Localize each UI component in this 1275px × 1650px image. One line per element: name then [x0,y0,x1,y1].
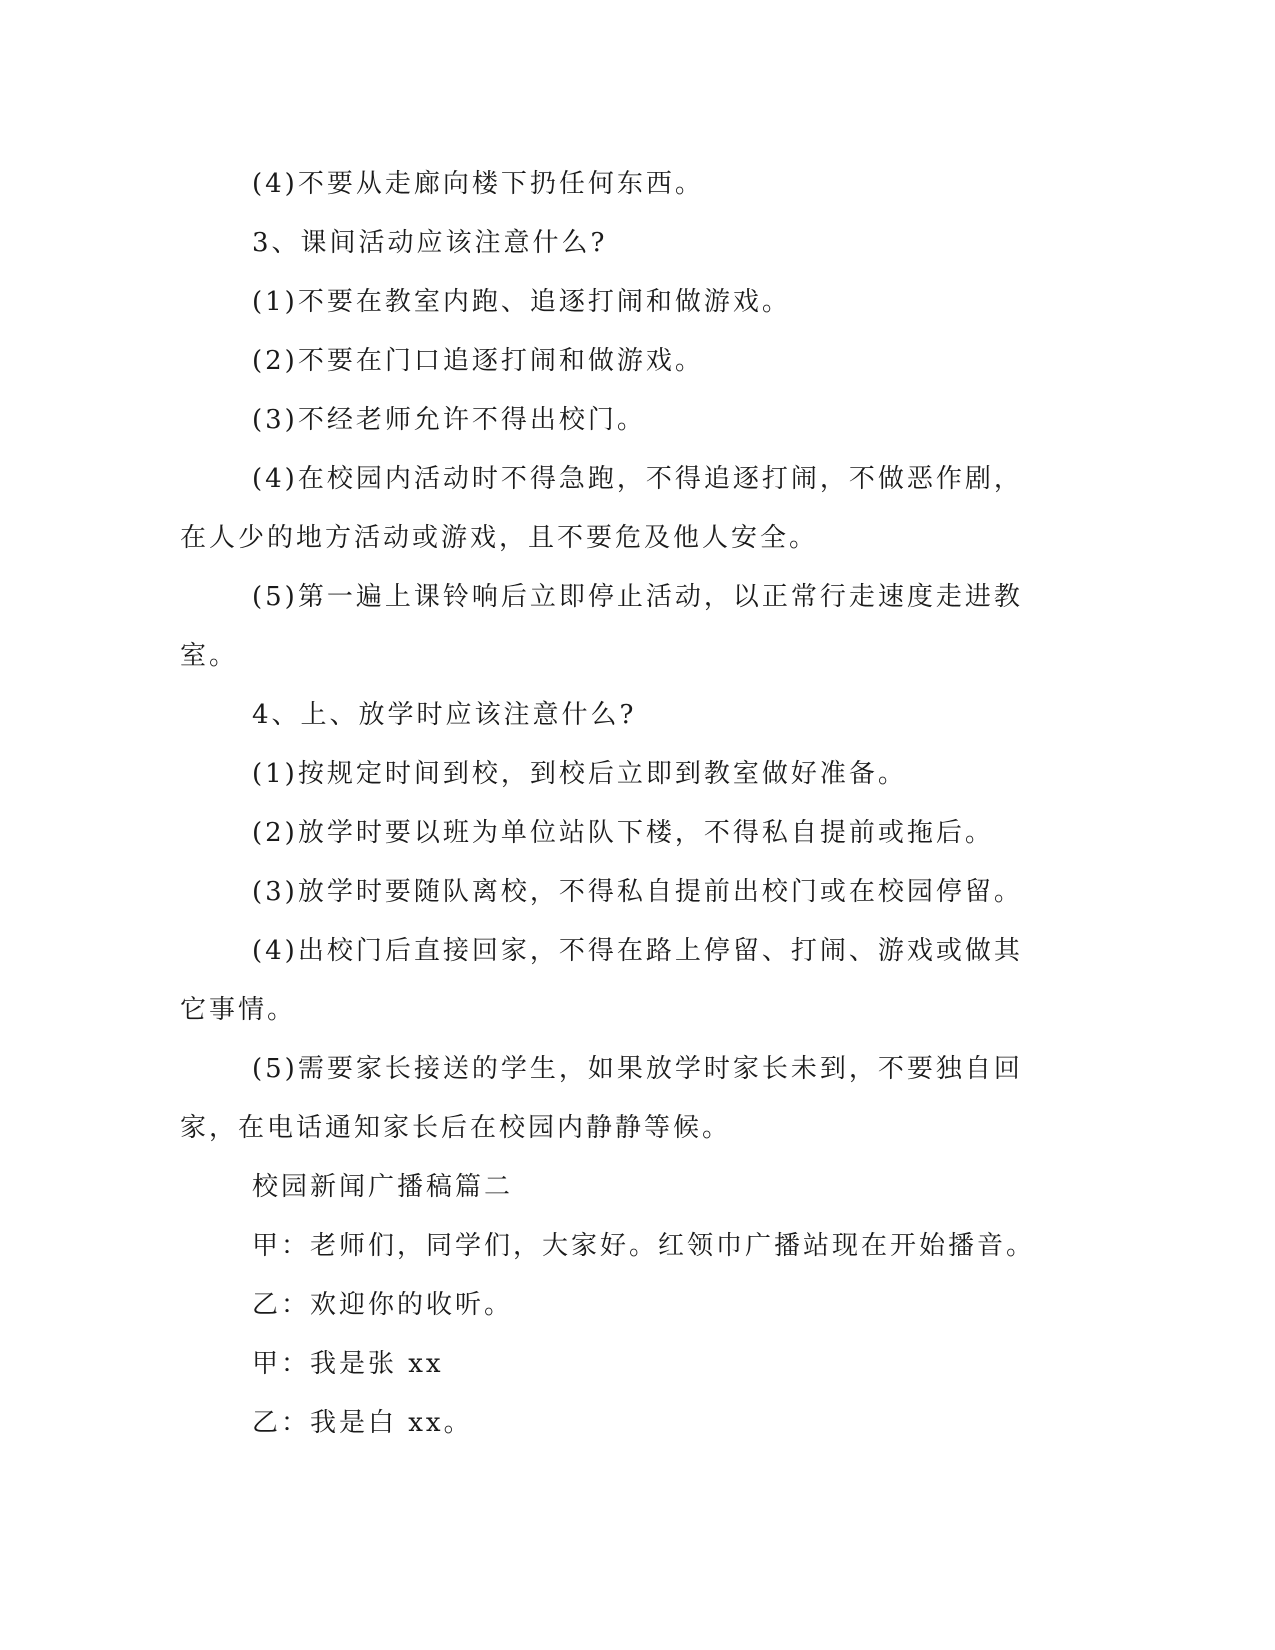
section-heading: 4、上、放学时应该注意什么? [252,700,637,730]
paragraph: (3)不经老师允许不得出校门。 [252,405,646,435]
paragraph: (1)按规定时间到校，到校后立即到教室做好准备。 [252,759,907,789]
dialogue-line: 乙：欢迎你的收听。 [252,1290,514,1320]
paragraph: (2)放学时要以班为单位站队下楼，不得私自提前或拖后。 [252,818,994,848]
paragraph: (1)不要在教室内跑、追逐打闹和做游戏。 [252,287,791,317]
section-heading: 3、课间活动应该注意什么? [252,228,608,258]
paragraph: (5)第一遍上课铃响后立即停止活动，以正常行走速度走进教室。 [180,582,1023,671]
paragraph: (4)不要从走廊向楼下扔任何东西。 [252,169,704,199]
dialogue-line: 乙：我是白 xx。 [252,1408,473,1438]
paragraph: (4)出校门后直接回家，不得在路上停留、打闹、游戏或做其它事情。 [180,936,1023,1025]
dialogue-line: 甲：我是张 xx [252,1349,444,1379]
paragraph: (5)需要家长接送的学生，如果放学时家长未到，不要独自回家，在电话通知家长后在校园内静静等候。 [180,1054,1023,1143]
paragraph: (3)放学时要随队离校，不得私自提前出校门或在校园停留。 [252,877,1023,907]
paragraph: (2)不要在门口追逐打闹和做游戏。 [252,346,704,376]
document-body [180,155,1040,1453]
paragraph: (4)在校园内活动时不得急跑，不得追逐打闹，不做恶作剧，在人少的地方活动或游戏，且不要危及他人安全。 [180,464,1023,553]
dialogue-line: 甲：老师们，同学们，大家好。红领巾广播站现在开始播音。 [252,1231,1036,1261]
article-title: 校园新闻广播稿篇二 [252,1172,514,1202]
